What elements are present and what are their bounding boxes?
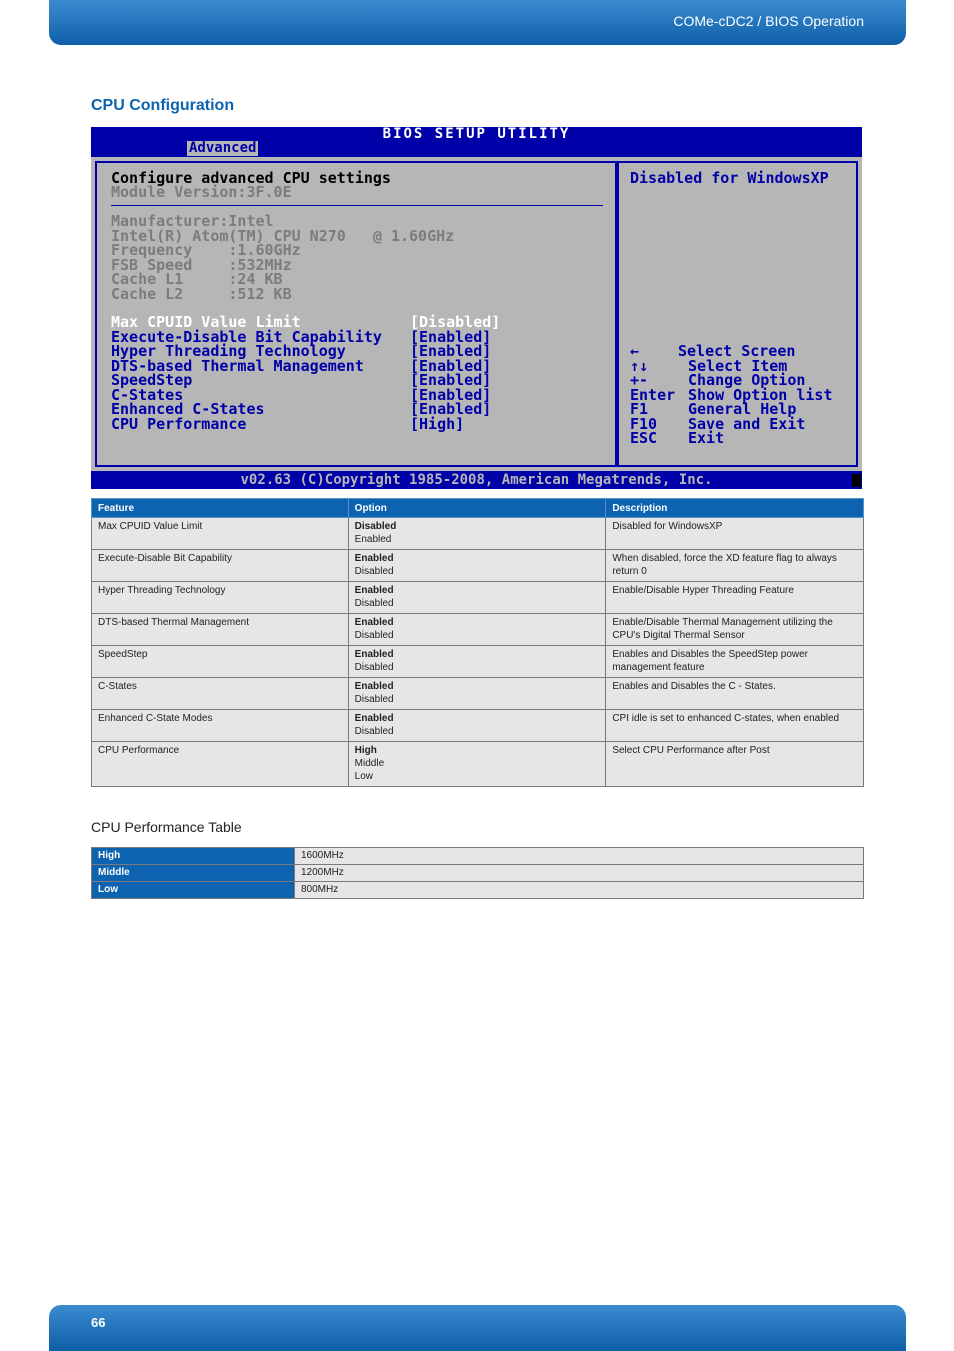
bios-tab-advanced[interactable]: Advanced xyxy=(189,140,257,156)
bios-setting-name[interactable]: Max CPUID Value Limit xyxy=(111,313,301,331)
description-cell: Disabled for WindowsXP xyxy=(606,518,864,550)
bios-key: F1 xyxy=(630,400,649,418)
page-number: 66 xyxy=(91,1315,106,1330)
table-row xyxy=(92,882,864,899)
bios-setting-name[interactable]: Enhanced C-States xyxy=(111,400,265,418)
footer-bar xyxy=(49,1305,906,1351)
table-row xyxy=(92,614,864,646)
description-cell: Enable/Disable Hyper Threading Feature xyxy=(606,582,864,614)
bios-setting-value[interactable]: [Enabled] xyxy=(410,371,492,389)
perf-level-label: Middle xyxy=(92,865,295,882)
bios-key: +- xyxy=(630,371,649,389)
option-cell xyxy=(348,614,606,646)
bios-key-action: Select Item xyxy=(688,356,788,375)
bios-setting-name[interactable]: Execute-Disable Bit Capability xyxy=(111,327,382,346)
option-alt: Low xyxy=(354,771,374,782)
option-cell xyxy=(348,518,606,550)
feature-cell: CPU Performance xyxy=(92,742,349,787)
option-cell xyxy=(348,646,606,678)
bios-setting-value[interactable]: [Enabled] xyxy=(410,356,492,375)
bios-module-version: Module Version:3F.0E xyxy=(111,183,292,201)
option-alt: Disabled xyxy=(354,598,394,609)
bios-divider xyxy=(111,205,603,206)
option-alt: Enabled xyxy=(354,534,392,545)
table-row xyxy=(92,646,864,678)
bios-key-action: Save and Exit xyxy=(688,414,806,433)
option-alt: Disabled xyxy=(354,630,394,641)
description-cell: Select CPU Performance after Post xyxy=(606,742,864,787)
table-row xyxy=(92,582,864,614)
description-cell: Enables and Disables the C - States. xyxy=(606,678,864,710)
table-row xyxy=(92,742,864,787)
bios-setting-name[interactable]: Hyper Threading Technology xyxy=(111,342,346,360)
description-cell: When disabled, force the XD feature flag to always return 0 xyxy=(606,550,864,582)
bios-cursor xyxy=(852,474,861,487)
table-row xyxy=(92,550,864,582)
bios-key-action: Show Option list xyxy=(688,385,833,404)
bios-setting-value[interactable]: [Enabled] xyxy=(410,342,492,360)
bios-copyright: v02.63 (C)Copyright 1985-2008, American Megatrends, Inc. xyxy=(240,472,713,488)
bios-setting-name[interactable]: DTS-based Thermal Management xyxy=(111,356,364,375)
column-header: Description xyxy=(606,499,864,518)
option-cell xyxy=(348,742,606,787)
description-cell: CPI idle is set to enhanced C-states, when enabled xyxy=(606,710,864,742)
description-cell: Enable/Disable Thermal Management utilizing the CPU's Digital Thermal Sensor xyxy=(606,614,864,646)
option-default: Enabled xyxy=(354,617,394,628)
table-row xyxy=(92,710,864,742)
perf-level-value: 1600MHz xyxy=(295,848,864,865)
perf-level-value: 800MHz xyxy=(295,882,864,899)
bios-screenshot xyxy=(91,127,862,489)
bios-setting-name[interactable]: C-States xyxy=(111,385,184,404)
perf-table-title: CPU Performance Table xyxy=(91,819,242,835)
header-bar xyxy=(49,0,906,45)
bios-key: ↑↓ xyxy=(630,356,649,375)
option-cell xyxy=(348,678,606,710)
option-cell xyxy=(348,550,606,582)
option-default: Enabled xyxy=(354,553,394,564)
option-alt: Middle xyxy=(354,758,385,769)
feature-cell: Hyper Threading Technology xyxy=(92,582,349,614)
feature-cell: DTS-based Thermal Management xyxy=(92,614,349,646)
bios-help-panel xyxy=(615,161,858,467)
table-row xyxy=(92,848,864,865)
table-row xyxy=(92,518,864,550)
option-default: High xyxy=(354,745,377,756)
option-default: Enabled xyxy=(354,681,394,692)
table-row xyxy=(92,865,864,882)
option-cell xyxy=(348,710,606,742)
bios-key: Enter xyxy=(630,385,676,404)
table-header-row xyxy=(92,499,864,518)
feature-cell: C-States xyxy=(92,678,349,710)
feature-cell: Max CPUID Value Limit xyxy=(92,518,349,550)
option-default: Enabled xyxy=(354,585,394,596)
document-title: COMe-cDC2 / BIOS Operation xyxy=(673,13,864,29)
bios-key-action: Change Option xyxy=(688,371,806,389)
perf-level-label: Low xyxy=(92,882,295,899)
section-title: CPU Configuration xyxy=(91,97,235,114)
bios-setting-value[interactable]: [Enabled] xyxy=(410,385,492,404)
option-alt: Disabled xyxy=(354,662,394,673)
bios-help-text: Disabled for WindowsXP xyxy=(630,169,829,187)
option-alt: Disabled xyxy=(354,694,394,705)
bios-key-action: Exit xyxy=(688,429,725,447)
feature-cell: SpeedStep xyxy=(92,646,349,678)
description-cell: Enables and Disables the SpeedStep power management feature xyxy=(606,646,864,678)
bios-key: ← xyxy=(630,342,640,360)
column-header: Option xyxy=(348,499,606,518)
cpu-performance-table xyxy=(91,847,864,899)
bios-title: BIOS SETUP UTILITY xyxy=(382,126,571,142)
table-row xyxy=(92,678,864,710)
bios-info-line: FSB Speed :532MHz xyxy=(111,255,292,274)
bios-setting-value[interactable]: [High] xyxy=(410,414,465,433)
perf-level-label: High xyxy=(92,848,295,865)
column-header: Feature xyxy=(92,499,349,518)
option-default: Enabled xyxy=(354,713,394,724)
bios-key-action: Select Screen xyxy=(678,342,796,360)
bios-setting-value[interactable]: [Enabled] xyxy=(410,327,492,346)
bios-setting-value[interactable]: [Enabled] xyxy=(410,400,492,418)
option-alt: Disabled xyxy=(354,726,394,737)
bios-key-action: General Help xyxy=(688,400,797,418)
bios-setting-name[interactable]: CPU Performance xyxy=(111,414,247,433)
bios-key: ESC xyxy=(630,429,658,447)
feature-table xyxy=(91,498,864,787)
option-default: Enabled xyxy=(354,649,394,660)
bios-setting-name[interactable]: SpeedStep xyxy=(111,371,193,389)
bios-info-line: Cache L2 :512 KB xyxy=(111,284,292,303)
bios-setting-value[interactable]: [Disabled] xyxy=(410,313,501,331)
bios-info-line: Cache L1 :24 KB xyxy=(111,270,283,288)
bios-settings-panel xyxy=(95,161,619,467)
bios-info-line: Manufacturer:Intel xyxy=(111,212,274,230)
option-default: Disabled xyxy=(354,521,397,532)
bios-title-bar xyxy=(91,127,862,157)
feature-cell: Enhanced C-State Modes xyxy=(92,710,349,742)
perf-level-value: 1200MHz xyxy=(295,865,864,882)
feature-cell: Execute-Disable Bit Capability xyxy=(92,550,349,582)
option-cell xyxy=(348,582,606,614)
option-alt: Disabled xyxy=(354,566,394,577)
bios-heading: Configure advanced CPU settings xyxy=(111,169,391,187)
bios-info-line: Frequency :1.60GHz xyxy=(111,241,301,259)
bios-status-bar xyxy=(91,471,862,489)
bios-info-line: Intel(R) Atom(TM) CPU N270 @ 1.60GHz xyxy=(111,226,455,245)
bios-key: F10 xyxy=(630,414,658,433)
